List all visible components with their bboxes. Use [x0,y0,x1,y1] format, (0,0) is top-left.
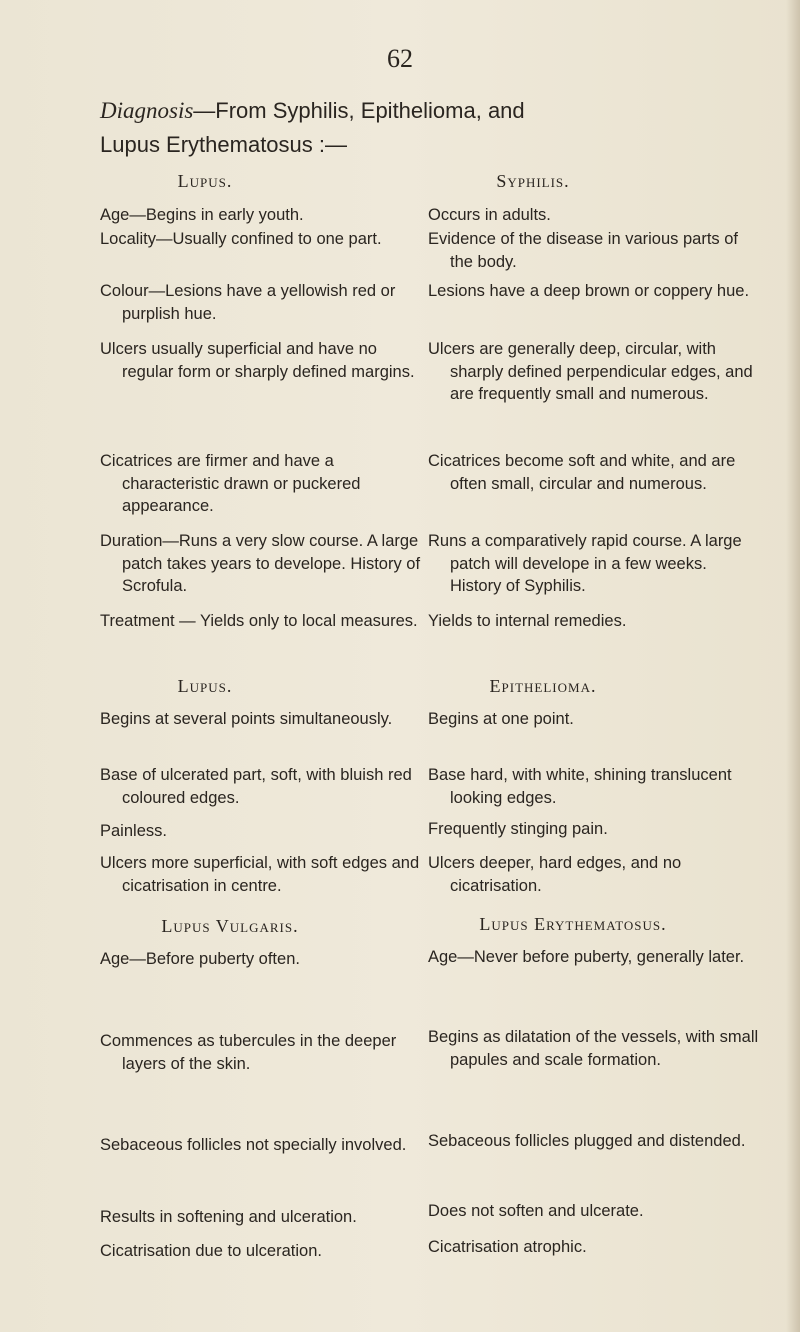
section-3-row-2-right: Begins as dilatation of the vessels, with small papules and scale formation. [428,1028,759,1069]
section-1-row-6-left: Duration—Runs a very slow course. A large patch takes years to develope. History of Scrofula. [100,532,421,595]
section-1-row-3-left: Colour—Lesions have a yellowish red or purplish hue. [100,282,396,323]
section-1-row-2-left: Locality—Usually confined to one part. [100,230,382,248]
section-3-left-heading: Lupus Vulgaris. [161,916,299,936]
section-1-right-heading: Syphilis. [496,171,570,191]
section-1-left-heading: Lupus. [177,171,233,191]
section-2-row-1-right: Begins at one point. [428,710,574,728]
section-2-row-4-left: Ulcers more superficial, with soft edges and cicatrisation in centre. [100,854,420,895]
section-1-row-3-right: Lesions have a deep brown or coppery hue. [428,282,750,300]
section-3-row-3-left: Sebaceous follicles not specially involved. [100,1136,407,1154]
section-1-row-5-left: Cicatrices are firmer and have a characteristic drawn or puckered appearance. [100,452,361,515]
title-line-2: Lupus Erythematosus :— [100,132,348,157]
section-3-row-5-right: Cicatrisation atrophic. [428,1238,587,1256]
section-2-row-3-left: Painless. [100,822,167,840]
section-3-row-2-left: Commences as tubercules in the deeper layers of the skin. [100,1032,397,1073]
title-line-1 [100,94,760,128]
section-3-right-heading: Lupus Erythematosus. [479,914,667,934]
section-2-right-heading: Epithelioma. [489,676,597,696]
section-1-row-2-right: Evidence of the disease in various parts of the body. [428,230,739,271]
section-1-row-6-right: Runs a comparatively rapid course. A large patch will develope in a few weeks. History of Syphilis. [428,532,742,595]
title-line-1-text: From Syphilis, Epithelioma, and [215,98,525,123]
section-3-row-1-left: Age—Before puberty often. [100,950,300,968]
section-1-row-5-right: Cicatrices become soft and white, and are often small, circular and numerous. [428,452,736,493]
section-2-row-3-right: Frequently stinging pain. [428,820,608,838]
section-1-row-4-right: Ulcers are generally deep, circular, with sharply defined perpendicular edges, and are frequently small and numerous. [428,340,753,403]
title-italic-word: Diagnosis [100,98,194,123]
section-3-row-1-right: Age—Never before puberty, generally later. [428,948,745,966]
section-2-row-4-right: Ulcers deeper, hard edges, and no cicatrisation. [428,854,682,895]
section-2-row-1-left: Begins at several points simultaneously. [100,710,393,728]
title-dash: — [193,98,216,123]
section-1-row-7-right: Yields to internal remedies. [428,612,627,630]
section-2-row-2-right: Base hard, with white, shining translucent looking edges. [428,766,732,807]
page-number: 62 [387,44,413,73]
page-edge-shadow [786,0,800,1332]
page-title [100,94,760,162]
section-1-row-7-left: Treatment — Yields only to local measures. [100,612,418,630]
section-3-row-4-left: Results in softening and ulceration. [100,1208,357,1226]
section-1-row-1-left: Age—Begins in early youth. [100,206,304,224]
section-3-row-5-left: Cicatrisation due to ulceration. [100,1242,322,1260]
section-1-row-4-left: Ulcers usually superficial and have no regular form or sharply defined margins. [100,340,415,381]
section-2-row-2-left: Base of ulcerated part, soft, with bluish red coloured edges. [100,766,412,807]
section-3-row-3-right: Sebaceous follicles plugged and distended. [428,1132,746,1150]
section-1-row-1-right: Occurs in adults. [428,206,551,224]
section-3-row-4-right: Does not soften and ulcerate. [428,1202,644,1220]
section-2-left-heading: Lupus. [177,676,233,696]
